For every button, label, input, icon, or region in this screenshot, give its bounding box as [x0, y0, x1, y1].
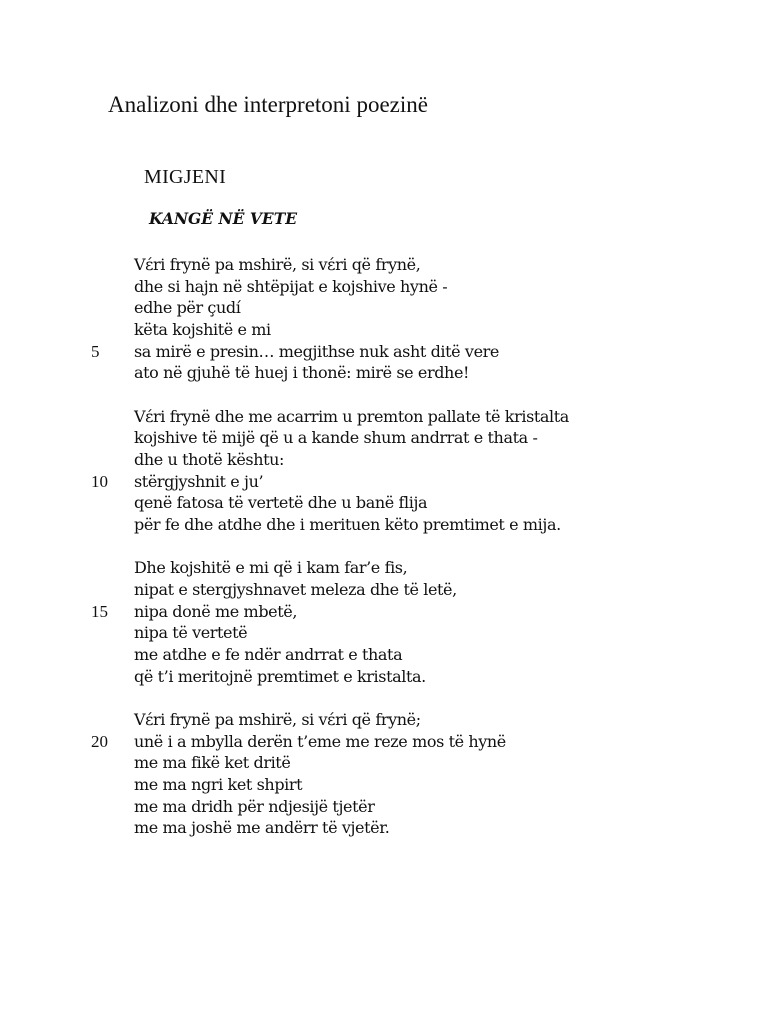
line-text: me ma joshë me andërr të vjetër.: [134, 818, 390, 838]
poem-line: [0, 276, 768, 298]
line-text: nipat e stergjyshnavet meleza dhe të letë,: [134, 579, 457, 599]
poem-line: [0, 579, 768, 601]
poem-line: [0, 362, 768, 384]
poem-line: [0, 341, 768, 363]
line-text: me atdhe e fe ndër andrrat e thata: [134, 645, 403, 664]
line-text: me ma ngri ket shpirt: [134, 774, 303, 794]
line-text: kojshive të mijë që u a kande shum andrrat e thata -: [134, 428, 538, 448]
line-text: dhe si hajn në shtëpijat e kojshive hynë -: [134, 276, 448, 296]
line-text: që t’i meritojnë premtimet e kristalta.: [134, 666, 426, 686]
poem-line: [0, 752, 768, 774]
poem-line: [0, 622, 768, 644]
line-number: 15: [91, 601, 108, 621]
poem-line: [0, 471, 768, 493]
stanza: [0, 254, 768, 384]
poem-line: [0, 514, 768, 536]
poem-line: [0, 449, 768, 471]
line-text: nipa të vertetë: [134, 623, 248, 643]
line-number: 5: [91, 341, 100, 361]
line-text: me ma fikë ket dritë: [134, 753, 291, 773]
poem-line: [0, 796, 768, 818]
poem-line: [0, 666, 768, 688]
line-text: nipa donë me mbetë,: [134, 601, 298, 621]
poem-line: [0, 319, 768, 341]
poem-title: KANGË NË VETE: [149, 209, 298, 228]
line-text: unë i a mbylla derën t’eme me reze mos të hynë: [134, 731, 506, 751]
poem-line: [0, 601, 768, 623]
poem-line: [0, 557, 768, 579]
line-text: me ma dridh për ndjesijë tjetër: [134, 796, 375, 816]
line-text: Dhe kojshitë e mi që i kam far’e fis,: [134, 558, 408, 578]
line-text: për fe dhe atdhe dhe i merituen këto premtimet e mija.: [134, 515, 561, 535]
poem-line: [0, 774, 768, 796]
line-text: Vέri frynë pa mshirë, si vέri që frynë,: [134, 255, 421, 274]
poem-author: MIGJENI: [144, 166, 227, 188]
line-text: këta kojshitë e mi: [134, 320, 271, 340]
stanza: [0, 406, 768, 536]
line-text: edhe për çudí: [134, 298, 241, 318]
poem-line: [0, 297, 768, 319]
line-text: sa mirë e presin… megjithse nuk asht ditë vere: [134, 341, 499, 361]
line-text: stërgjyshnit e ju’: [134, 471, 264, 491]
poem-line: [0, 817, 768, 839]
poem-line: [0, 492, 768, 514]
line-text: Vέri frynë dhe me acarrim u premton pallate të kristalta: [134, 406, 569, 426]
poem-line: [0, 406, 768, 428]
poem-line: [0, 254, 768, 276]
poem-body: [0, 254, 768, 861]
line-text: Vέri frynë pa mshirë, si vέri që frynë;: [134, 709, 421, 729]
stanza: [0, 557, 768, 687]
poem-line: [0, 427, 768, 449]
line-text: dhe u thotë kështu:: [134, 450, 285, 469]
line-number: 10: [91, 471, 108, 491]
line-number: 20: [91, 731, 108, 751]
poem-line: [0, 709, 768, 731]
poem-line: [0, 731, 768, 753]
page-heading: Analizoni dhe interpretoni poezinë: [108, 92, 428, 117]
poem-line: [0, 644, 768, 666]
stanza: [0, 709, 768, 839]
line-text: qenë fatosa të vertetë dhe u banë flija: [134, 493, 428, 513]
line-text: ato në gjuhë të huej i thonë: mirë se erdhe!: [134, 363, 470, 383]
